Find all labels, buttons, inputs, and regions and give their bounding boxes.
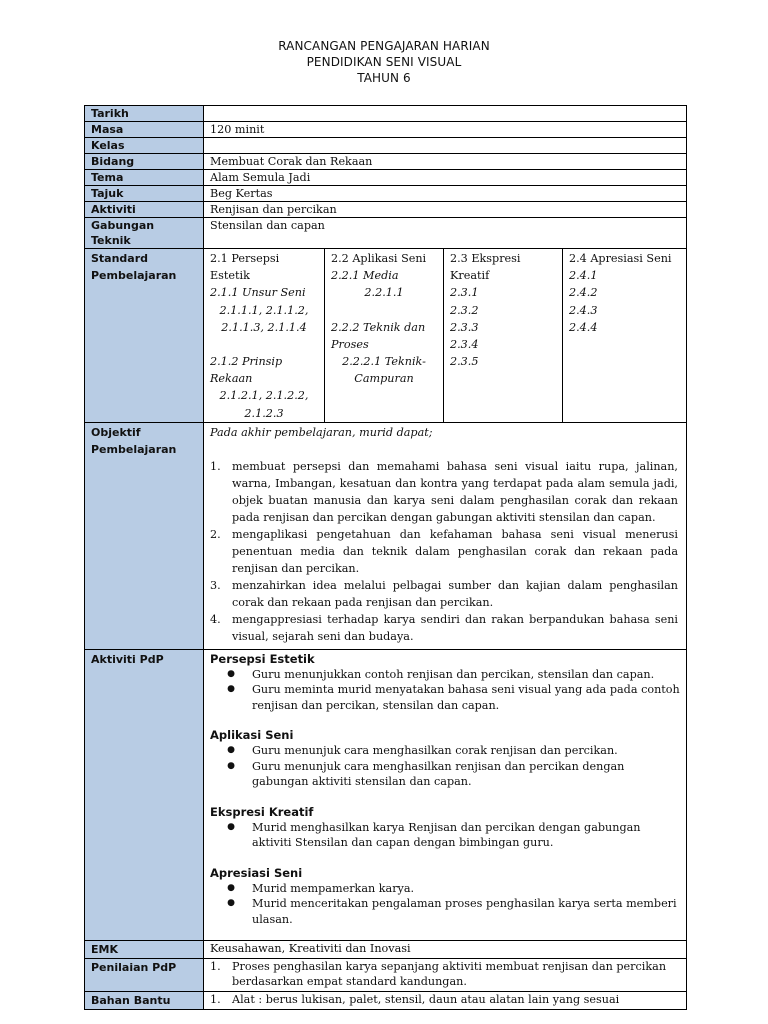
info-value: Membuat Corak dan Rekaan bbox=[204, 154, 687, 170]
objektif-content bbox=[204, 422, 687, 649]
objektif-item bbox=[210, 611, 678, 645]
objektif-item-text: mengaplikasi pengetahuan dan kefahaman bahasa seni visual menerusi penentuan media dan teknik dalam penghasilan corak dan rekaan pada renjisan dan percikan. bbox=[232, 527, 678, 575]
info-value: Beg Kertas bbox=[204, 186, 687, 202]
emk-label: EMK bbox=[85, 940, 204, 958]
info-row-kelas bbox=[85, 138, 687, 154]
bullet-text: Guru meminta murid menyatakan bahasa seni visual yang ada pada contoh renjisan dan percikan, stensilan dan capan. bbox=[252, 683, 680, 712]
bullet-icon: ● bbox=[227, 745, 235, 756]
info-value bbox=[204, 106, 687, 122]
standard-code: 2.4.1 bbox=[569, 269, 598, 283]
list-item bbox=[210, 896, 680, 927]
standard-heading: 2.3 Ekspresi Kreatif bbox=[450, 252, 521, 283]
standard-code: 2.4.4 bbox=[569, 320, 598, 334]
info-label: Bidang bbox=[85, 154, 204, 170]
penilaian-item-number: 1. bbox=[210, 959, 221, 973]
info-row-tarikh bbox=[85, 106, 687, 122]
objektif-row bbox=[85, 422, 687, 649]
info-row-aktiviti bbox=[85, 202, 687, 218]
bullet-icon: ● bbox=[227, 668, 235, 679]
bullet-text: Guru menunjukkan contoh renjisan dan percikan, stensilan dan capan. bbox=[252, 667, 655, 681]
objektif-item-number: 1. bbox=[210, 459, 221, 473]
bullet-text: Guru menunjuk cara menghasilkan renjisan dan percikan dengan gabungan aktiviti stensilan dan capan. bbox=[252, 759, 625, 789]
standard-code: 2.3.5 bbox=[450, 355, 479, 369]
standard-sub: 2.1.2 Prinsip bbox=[210, 355, 283, 369]
standard-ekspresi-kreatif bbox=[444, 249, 563, 423]
subject-title: PENDIDIKAN SENI VISUAL bbox=[306, 55, 462, 69]
objektif-item-text: mengappresiasi terhadap karya sendiri dan rakan berpandukan bahasa seni visual, sejarah seni dan budaya. bbox=[232, 612, 678, 643]
standard-codes: Campuran bbox=[354, 372, 414, 386]
aktiviti-section-title: Apresiasi Seni bbox=[210, 865, 303, 880]
standard-sub: Rekaan bbox=[210, 372, 253, 386]
info-label: Masa bbox=[85, 122, 204, 138]
info-row-tema bbox=[85, 170, 687, 186]
info-row-bidang bbox=[85, 154, 687, 170]
objektif-item-text: menzahirkan idea melalui pelbagai sumber dan kajian dalam penghasilan corak dan rekaan pada renjisan dan percikan. bbox=[232, 578, 678, 609]
aktiviti-label: Aktiviti PdP bbox=[85, 649, 204, 940]
bahan-label: Bahan Bantu bbox=[85, 991, 204, 1009]
aktiviti-row bbox=[85, 649, 687, 940]
bullet-text: Guru menunjuk cara menghasilkan corak renjisan dan percikan. bbox=[252, 744, 618, 758]
year-title: TAHUN 6 bbox=[357, 71, 411, 85]
info-row-tajuk bbox=[85, 186, 687, 202]
info-value: 120 minit bbox=[204, 122, 687, 138]
info-row-masa bbox=[85, 122, 687, 138]
info-label: Tema bbox=[85, 170, 204, 186]
objektif-item bbox=[210, 526, 678, 577]
objektif-label bbox=[85, 422, 204, 649]
bahan-content bbox=[204, 991, 687, 1009]
info-value: Alam Semula Jadi bbox=[204, 170, 687, 186]
objektif-label-line2: Pembelajaran bbox=[91, 442, 177, 456]
standard-code: 2.3.3 bbox=[450, 320, 479, 334]
penilaian-row bbox=[85, 958, 687, 991]
main-table bbox=[84, 248, 687, 1010]
objektif-item-number: 2. bbox=[210, 527, 221, 541]
aktiviti-bullet-list bbox=[210, 743, 680, 790]
bullet-icon: ● bbox=[227, 882, 235, 893]
standard-codes: 2.2.1.1 bbox=[364, 286, 404, 300]
aktiviti-section-title: Ekspresi Kreatif bbox=[210, 804, 314, 819]
standard-code: 2.3.4 bbox=[450, 338, 479, 352]
objektif-item bbox=[210, 458, 678, 526]
aktiviti-bullet-list bbox=[210, 667, 680, 714]
info-value: Stensilan dan capan bbox=[204, 218, 687, 249]
objektif-intro: Pada akhir pembelajaran, murid dapat; bbox=[210, 425, 433, 439]
standard-row bbox=[85, 249, 687, 423]
standard-code: 2.4.3 bbox=[569, 303, 598, 317]
info-label: Gabungan Teknik bbox=[85, 218, 204, 249]
standard-code: 2.4.2 bbox=[569, 286, 598, 300]
penilaian-item bbox=[210, 959, 680, 990]
standard-codes: 2.1.2.1, 2.1.2.2, bbox=[219, 389, 309, 403]
standard-codes: 2.2.2.1 Teknik- bbox=[342, 355, 426, 369]
list-item bbox=[210, 682, 680, 713]
bahan-item-text: Alat : berus lukisan, palet, stensil, daun atau alatan lain yang sesuai bbox=[232, 992, 620, 1006]
standard-persepsi-estetik bbox=[204, 249, 325, 423]
info-label: Kelas bbox=[85, 138, 204, 154]
list-item bbox=[210, 881, 680, 897]
standard-sub: 2.1.1 Unsur Seni bbox=[210, 286, 306, 300]
standard-label-line2: Pembelajaran bbox=[91, 269, 177, 282]
aktiviti-section-title: Persepsi Estetik bbox=[210, 651, 315, 666]
standard-apresiasi-seni bbox=[563, 249, 687, 423]
list-item bbox=[210, 667, 680, 683]
bullet-text: Murid menceritakan pengalaman proses penghasilan karya serta memberi ulasan. bbox=[252, 897, 677, 926]
penilaian-item-text: Proses penghasilan karya sepanjang aktiviti membuat renjisan dan percikan berdasarkan empat standard kandungan. bbox=[232, 959, 667, 989]
bahan-item bbox=[210, 992, 680, 1007]
objektif-item bbox=[210, 577, 678, 611]
bullet-icon: ● bbox=[227, 684, 235, 695]
bullet-text: Murid mempamerkan karya. bbox=[252, 881, 415, 895]
bullet-text: Murid menghasilkan karya Renjisan dan percikan dengan gabungan aktiviti Stensilan dan capan dengan bimbingan guru. bbox=[252, 820, 641, 850]
standard-sub: 2.2.2 Teknik dan bbox=[331, 320, 426, 334]
objektif-item-number: 4. bbox=[210, 612, 221, 626]
standard-label-line1: Standard bbox=[91, 252, 149, 265]
info-row-gabungan-teknik bbox=[85, 218, 687, 249]
standard-codes: 2.1.2.3 bbox=[244, 406, 284, 420]
info-table bbox=[84, 105, 687, 249]
aktiviti-section-title: Aplikasi Seni bbox=[210, 728, 294, 743]
objektif-item-number: 3. bbox=[210, 578, 221, 592]
objektif-label-line1: Objektif bbox=[91, 425, 141, 439]
standard-label bbox=[85, 249, 204, 423]
bullet-icon: ● bbox=[227, 898, 235, 909]
objektif-item-text: membuat persepsi dan memahami bahasa seni visual iaitu rupa, jalinan, warna, Imbangan, kesatuan dan kontra yang terdapat pada alam semula jadi, objek buatan manusia dan karya seni dalam penghasilan corak dan rekaan pada renjisan dan percikan dengan gabungan aktiviti stensilan dan capan. bbox=[232, 459, 678, 524]
standard-aplikasi-seni bbox=[325, 249, 444, 423]
aktiviti-bullet-list bbox=[210, 881, 680, 928]
standard-sub: Proses bbox=[331, 337, 369, 351]
info-value: Renjisan dan percikan bbox=[204, 202, 687, 218]
penilaian-content bbox=[204, 958, 687, 991]
standard-heading: 2.2 Aplikasi Seni bbox=[331, 252, 427, 265]
emk-value: Keusahawan, Kreativiti dan Inovasi bbox=[204, 940, 687, 958]
standard-codes: 2.1.1.3, 2.1.1.4 bbox=[221, 320, 307, 334]
list-item bbox=[210, 743, 680, 759]
penilaian-label: Penilaian PdP bbox=[85, 958, 204, 991]
standard-code: 2.3.1 bbox=[450, 286, 479, 300]
info-value bbox=[204, 138, 687, 154]
aktiviti-content bbox=[204, 649, 687, 940]
standard-sub: 2.2.1 Media bbox=[331, 269, 399, 283]
standard-codes: 2.1.1.1, 2.1.1.2, bbox=[219, 303, 309, 317]
info-label: Tarikh bbox=[85, 106, 204, 122]
bullet-icon: ● bbox=[227, 760, 235, 771]
bahan-item-number: 1. bbox=[210, 992, 221, 1006]
standard-heading: 2.1 Persepsi Estetik bbox=[210, 252, 280, 283]
list-item bbox=[210, 759, 680, 790]
standard-code: 2.3.2 bbox=[450, 303, 479, 317]
info-label: Tajuk bbox=[85, 186, 204, 202]
document-title: RANCANGAN PENGAJARAN HARIAN bbox=[278, 39, 490, 53]
bullet-icon: ● bbox=[227, 821, 235, 832]
bahan-row bbox=[85, 991, 687, 1009]
list-item bbox=[210, 820, 680, 851]
standard-heading: 2.4 Apresiasi Seni bbox=[569, 252, 672, 265]
emk-row bbox=[85, 940, 687, 958]
info-label: Aktiviti bbox=[85, 202, 204, 218]
aktiviti-bullet-list bbox=[210, 820, 680, 851]
